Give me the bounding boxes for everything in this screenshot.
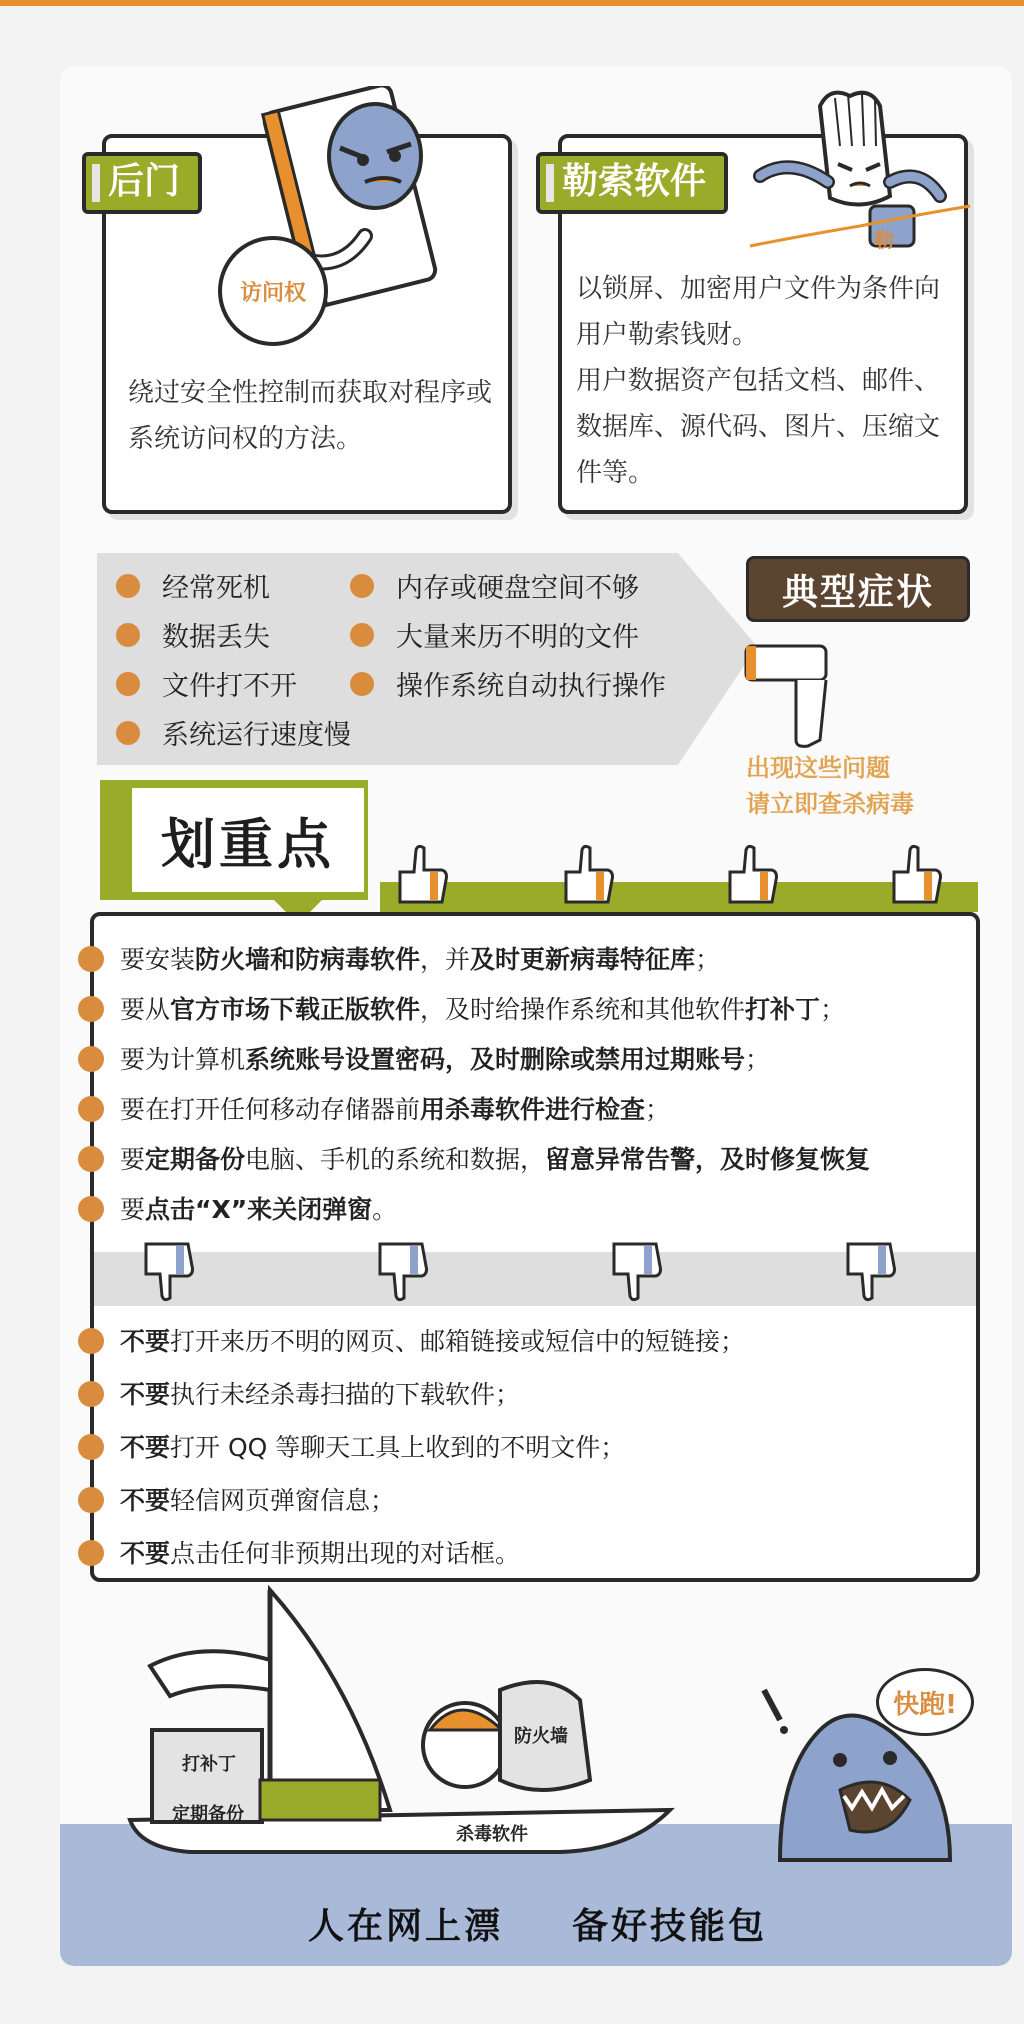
thumbs-down-icon — [370, 1238, 430, 1304]
ransomware-ghost-illustration — [740, 86, 980, 256]
rule-segment: 不要 — [120, 1433, 171, 1462]
bullet-dot — [78, 1328, 104, 1354]
symptoms-note-line-2: 请立即查杀病毒 — [746, 790, 914, 818]
symptoms-note-line-1: 出现这些问题 — [746, 754, 890, 782]
thumbs-down-icon — [136, 1238, 196, 1304]
rule-segment: 要为计算机 — [120, 1045, 246, 1074]
symptom-item — [116, 664, 297, 703]
pointing-hand-icon — [740, 640, 840, 750]
bullet-dot — [78, 1146, 104, 1172]
rule-segment: 定期备份 — [145, 1145, 246, 1174]
rule-segment: 要从 — [120, 995, 171, 1024]
dont-rule-item — [120, 1375, 520, 1411]
rule-segment: 打补丁 — [745, 995, 821, 1024]
bullet-dot — [78, 946, 104, 972]
rule-segment: 点击“X”来关闭弹窗 — [145, 1195, 373, 1224]
rule-segment: 打开来历不明的网页、邮箱链接或短信中的短链接； — [170, 1327, 746, 1356]
bullet-dot — [78, 996, 104, 1022]
bullet-dot — [350, 623, 374, 647]
rule-segment: 要安装 — [120, 945, 196, 974]
ransomware-description — [576, 266, 960, 496]
thumbs-down-icon — [838, 1238, 898, 1304]
dont-rule-item — [120, 1322, 745, 1358]
rule-segment: 防火墙和防病毒软件 — [195, 945, 421, 974]
do-rule-item — [120, 1040, 770, 1076]
backdoor-description: 绕过安全性控制而获取对程序或系统访问权的方法。 — [128, 378, 493, 454]
symptom-item — [350, 566, 639, 605]
backdoor-title: 后门 — [82, 152, 202, 214]
shark-speech-bubble — [876, 1668, 974, 1736]
patch-box-label: 打补丁 — [182, 1754, 236, 1775]
dont-rule-item — [120, 1428, 625, 1464]
do-rule-item — [120, 1090, 670, 1126]
symptom-text: 文件打不开 — [162, 671, 297, 702]
bullet-dot — [116, 721, 140, 745]
shark-shout-text: 快跑! — [893, 1689, 957, 1720]
do-rule-item — [120, 1140, 870, 1176]
bullet-dot — [78, 1487, 104, 1513]
symptom-item — [116, 713, 351, 752]
bullet-dot — [78, 1046, 104, 1072]
rule-segment: 不要 — [120, 1486, 171, 1515]
rule-segment: ； — [745, 1045, 771, 1074]
thumbs-down-icon — [604, 1238, 664, 1304]
rule-segment: ，及时给操作系统和其他软件 — [420, 995, 746, 1024]
rule-segment: ； — [695, 945, 721, 974]
do-rule-item — [120, 990, 845, 1026]
ransomware-paragraph-2: 用户数据资产包括文档、邮件、数据库、源代码、图片、压缩文件等。 — [576, 366, 941, 488]
bullet-dot — [116, 672, 140, 696]
symptom-item — [350, 615, 639, 654]
rule-segment: 要 — [120, 1195, 146, 1224]
symptom-text: 内存或硬盘空间不够 — [396, 573, 639, 604]
bullet-dot — [78, 1381, 104, 1407]
access-right-coin — [218, 236, 328, 346]
rule-segment: ； — [645, 1095, 671, 1124]
thumbs-up-icon — [884, 842, 944, 908]
rule-segment: 要在打开任何移动存储器前 — [120, 1095, 421, 1124]
symptom-item — [116, 615, 270, 654]
slogan-left: 人在网上漂 — [308, 1906, 504, 1947]
symptom-text: 经常死机 — [162, 573, 270, 604]
rule-segment: 不要 — [120, 1539, 171, 1568]
rule-segment: 电脑、手机的系统和数据， — [245, 1145, 546, 1174]
symptom-item — [116, 566, 270, 605]
thumbs-up-icon — [720, 842, 780, 908]
do-rule-item — [120, 1190, 397, 1226]
rule-segment: 点击任何非预期出现的对话框。 — [170, 1539, 521, 1568]
symptom-text: 操作系统自动执行操作 — [396, 671, 666, 702]
ransomware-paragraph-1: 以锁屏、加密用户文件为条件向用户勒索钱财。 — [576, 274, 941, 350]
symptom-text: 系统运行速度慢 — [162, 720, 351, 751]
antivirus-boat-label: 杀毒软件 — [456, 1824, 528, 1845]
dont-rule-item — [120, 1481, 395, 1517]
rule-segment: ，并 — [420, 945, 471, 974]
symptoms-title: 典型症状 — [746, 556, 970, 622]
symptom-item — [350, 664, 666, 703]
rule-segment: 官方市场下载正版软件 — [170, 995, 421, 1024]
ransomware-title: 勒索软件 — [536, 152, 728, 214]
thumbs-up-icon — [556, 842, 616, 908]
symptom-text: 数据丢失 — [162, 622, 270, 653]
rule-segment: 用杀毒软件进行检查 — [420, 1095, 646, 1124]
rule-segment: 留意异常告警，及时修复恢复 — [545, 1145, 871, 1174]
rule-segment: 及时更新病毒特征库 — [470, 945, 696, 974]
ransom-badge-char: 勒 — [874, 228, 894, 252]
bullet-dot — [78, 1196, 104, 1222]
bullet-dot — [78, 1540, 104, 1566]
rule-segment: 。 — [372, 1195, 398, 1224]
bullet-dot — [350, 672, 374, 696]
rule-segment: ； — [820, 995, 846, 1024]
key-points-title: 划重点 — [128, 784, 368, 896]
rule-segment: 执行未经杀毒扫描的下载软件； — [170, 1380, 521, 1409]
bullet-dot — [78, 1434, 104, 1460]
rule-segment: 轻信网页弹窗信息； — [170, 1486, 396, 1515]
dont-rule-item — [120, 1534, 520, 1570]
rule-segment: 不要 — [120, 1380, 171, 1409]
bullet-dot — [78, 1096, 104, 1122]
rule-segment: 系统账号设置密码，及时删除或禁用过期账号 — [245, 1045, 746, 1074]
rule-segment: 打开 QQ 等聊天工具上收到的不明文件； — [170, 1433, 626, 1462]
thumbs-up-icon — [390, 842, 450, 908]
rule-segment: 不要 — [120, 1327, 171, 1356]
bullet-dot — [350, 574, 374, 598]
do-rule-item — [120, 940, 720, 976]
firewall-bag-label: 防火墙 — [514, 1726, 568, 1747]
bullet-dot — [116, 574, 140, 598]
slogan-right: 备好技能包 — [572, 1906, 768, 1947]
top-accent-stripe — [0, 0, 1024, 6]
symptom-text: 大量来历不明的文件 — [396, 622, 639, 653]
rule-segment: 要 — [120, 1145, 146, 1174]
access-right-label: 访问权 — [239, 280, 306, 306]
bullet-dot — [116, 623, 140, 647]
backup-box-label: 定期备份 — [172, 1804, 244, 1825]
